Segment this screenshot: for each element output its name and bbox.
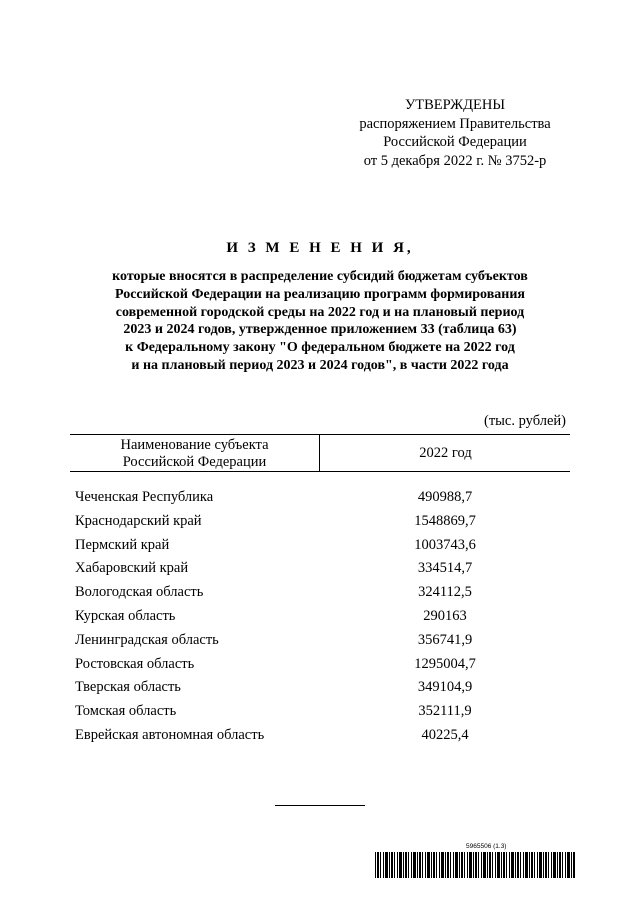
table-row <box>0 630 640 654</box>
column-header-line: Наименование субъекта <box>120 437 269 453</box>
table-row <box>0 725 640 749</box>
table-row <box>0 654 640 678</box>
table-row <box>0 701 640 725</box>
row-value: 1548869,7 <box>414 512 476 529</box>
document-subtitle <box>60 268 580 375</box>
row-subject: Томская область <box>75 703 177 720</box>
approval-block <box>350 96 560 170</box>
row-value: 1295004,7 <box>414 655 476 672</box>
row-value: 334514,7 <box>417 560 473 577</box>
row-subject: Курская область <box>75 607 176 624</box>
row-subject: Ростовская область <box>75 655 195 672</box>
row-subject: Хабаровский край <box>75 560 189 577</box>
row-subject: Еврейская автономная область <box>75 726 265 743</box>
table-body <box>0 487 640 749</box>
subtitle-line: к Федеральному закону "О федеральном бюджете на 2022 год <box>125 340 515 356</box>
table-row <box>0 582 640 606</box>
barcode-number: 5965506 (1.3) <box>466 843 507 850</box>
closing-separator-line <box>275 805 365 806</box>
row-subject: Ленинградская область <box>75 631 219 648</box>
column-header-subject <box>70 435 320 471</box>
row-subject: Пермский край <box>75 536 170 553</box>
column-header-line: Российской Федерации <box>122 454 267 470</box>
table-row <box>0 606 640 630</box>
approval-heading: УТВЕРЖДЕНЫ <box>404 97 506 113</box>
row-value: 490988,7 <box>417 489 473 505</box>
table-row <box>0 487 640 511</box>
table-row <box>0 558 640 582</box>
column-header-year: 2022 год <box>419 445 472 461</box>
table-row <box>0 677 640 701</box>
subtitle-line: и на плановый период 2023 и 2024 годов", в части 2022 года <box>131 357 509 373</box>
barcode-image <box>375 852 575 878</box>
row-value: 290163 <box>423 607 467 624</box>
row-value: 356741,9 <box>417 631 473 648</box>
subtitle-line: которые вносятся в распределение субсидий бюджетам субъектов <box>112 269 528 284</box>
approval-line: распоряжением Правительства <box>359 115 551 132</box>
row-value: 1003743,6 <box>414 536 476 553</box>
row-value: 40225,4 <box>421 726 469 743</box>
row-subject: Краснодарский край <box>75 512 202 529</box>
row-subject: Вологодская область <box>75 584 204 601</box>
row-value: 352111,9 <box>418 703 472 720</box>
row-value: 324112,5 <box>418 584 472 601</box>
document-title: И З М Е Н Е Н И Я, <box>226 240 414 256</box>
subtitle-line: Российской Федерации на реализацию программ формирования <box>115 286 525 302</box>
approval-date: от 5 декабря 2022 г. № 3752-р <box>363 152 547 169</box>
row-subject: Чеченская Республика <box>75 489 214 505</box>
units-label: (тыс. рублей) <box>484 413 566 429</box>
subtitle-line: 2023 и 2024 годов, утвержденное приложением 33 (таблица 63) <box>123 322 517 338</box>
row-subject: Тверская область <box>75 679 181 696</box>
approval-line: Российской Федерации <box>383 134 527 150</box>
table-header <box>70 434 570 472</box>
subtitle-line: современной городской среды на 2022 год и на плановый период <box>115 304 525 320</box>
table-row <box>0 535 640 559</box>
table-row <box>0 511 640 535</box>
row-value: 349104,9 <box>417 679 473 696</box>
